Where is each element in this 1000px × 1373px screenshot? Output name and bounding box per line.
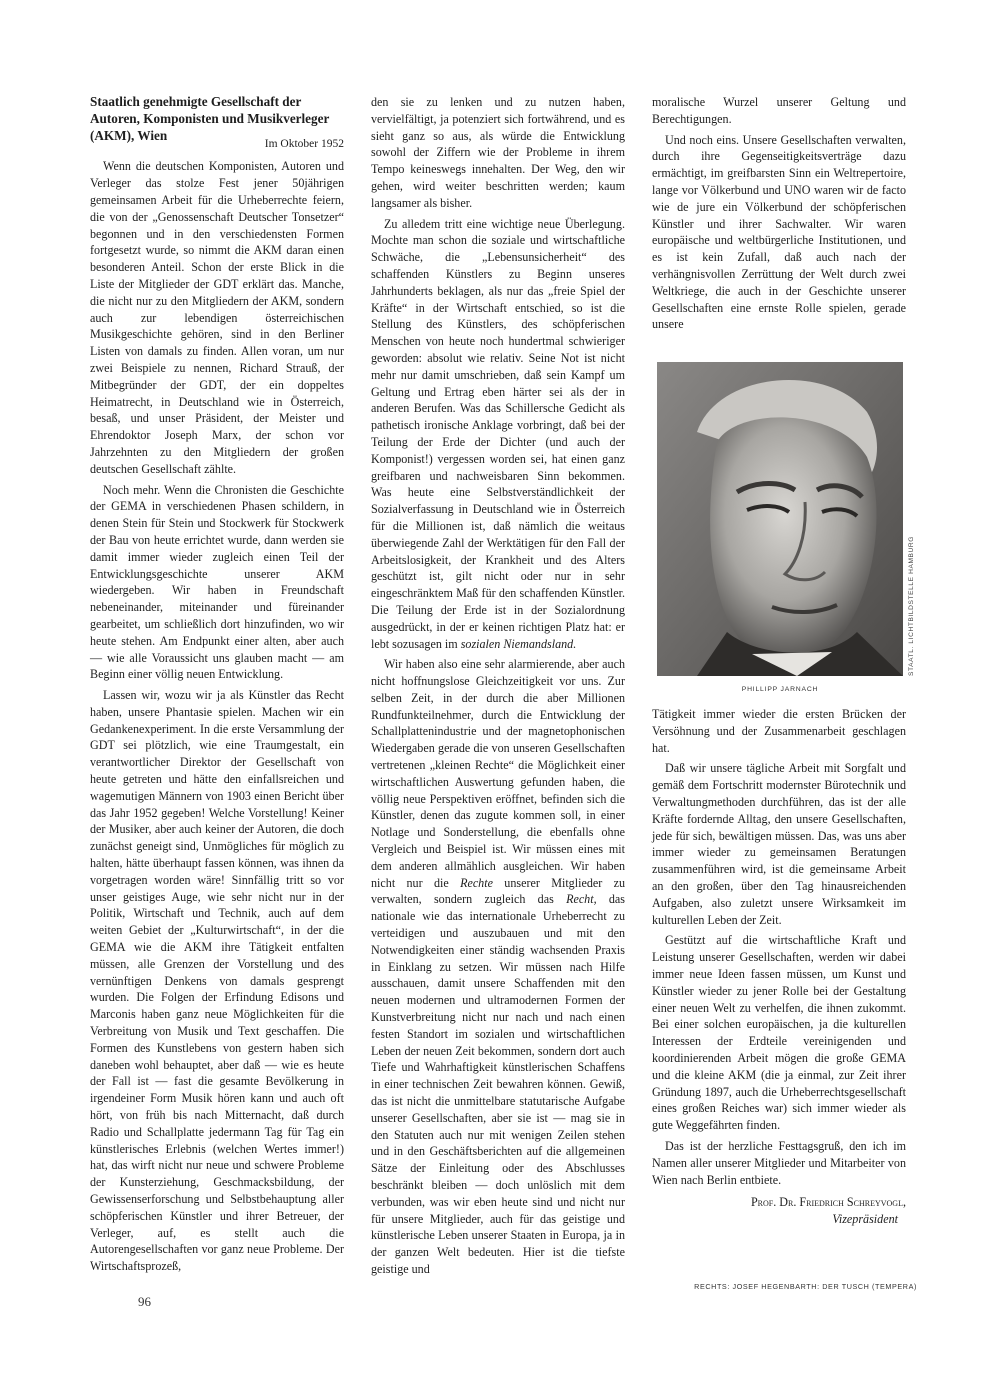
article-column-2 [371, 94, 625, 1282]
article-date: Im Oktober 1952 [264, 137, 344, 150]
article-title: Staatlich genehmigte Gesellschaft der Autoren, Komponisten und Musikverleger (AKM), Wien [90, 94, 330, 143]
paragraph: Das ist der herzliche Festtagsgruß, den ich im Namen aller unserer Mitglieder und Mitarbeiter von Wien nach Berlin entbiete. [652, 1138, 906, 1187]
paragraph: Wir haben also eine sehr alarmierende, aber auch nicht hoffnungslose Gleichzeitigkeit vor uns. Zur selben Zeit, in der durch die aber Millionen Rundfunkteilnehmer, durch die Entwicklung der Schallplattenindustrie und der magnetophonischen Wiedergaben gerade die von unseren Gesellschaften vertretenen „kleinen Rechte“ die Möglichkeit einer wirtschaftlichen Auswertung gefunden haben, die völlig neue Perspektiven eröffnet, befinden sich die Künstler, denen das zugute kommen soll, in einer Notlage und Sonderstellung, die ebenfalls ohne Vergleich und Beispiel ist. Wir müssen eines mit dem anderen allmählich ausgleichen. Wir haben nicht nur die Rechte unserer Mitglieder zu verwalten, sondern zugleich das Recht, das nationale wie das internationale Urheberrecht zu verteidigen und auszubauen und mit den Notwendigkeiten einer ständig wachsenden Praxis in Einklang zu setzen. Wir müssen nach Hilfe ausschauen, damit unsere Schaffenden mit den neuen modernen und ultramodernen Formen der Kunstverbreitung nicht nur nach und nach einen festen Standort im sozialen und wirtschaftlichen Leben der neuen Zeit bekommen, sondern dort auch Tiefe und Wahrhaftigkeit künstlerischen Schaffens in einer technischen Zeit bewahren können. Gewiß, das ist nicht die unmittelbare statutarische Aufgabe unserer Gesellschaften, aber sie ist — mag sie in den Statuten auch nur mit wenigen Zeilen stehen und in den Geschäftsberichten auf die allgemeinen Sätze der Einleitung oder des Abschlusses beschränkt bleiben — doch unlöslich mit dem verbunden, was wir eben heute sind und nicht nur für unsere Mitglieder, auch für das geistige und künstlerische Leben unserer Staaten in Europa, ja in der ganzen Welt bedeuten. Hier ist die tiefste geistige und [371, 657, 625, 1276]
emphasis: Recht, [566, 892, 597, 907]
paragraph: Wenn die deutschen Komponisten, Autoren und Verleger das stolze Fest jener 50jährigen gemeinsamen Arbeit für die Urheberrechte feiern, die von der „Genossenschaft Deutscher Tonsetzer“ begonnen und in den verschiedensten Formen fortgesetzt wurde, so nimmt die AKM daran einen besonderen Anteil. Schon der erste Blick in die Liste der Mitglieder der GDT erklärt das. Manche, die nicht nur zu den Mitgliedern der AKM, sondern auch zur lebendigen österreichischen Musikgeschichte gehören, sind in den Berliner Listen von damals zu finden. Allen voran, um nur zwei Beispiele zu nennen, Richard Strauß, der Mitbegründer der GDT, der ein doppeltes Heimatrecht, in Deutschland wie in Österreich, besaß, und unser Präsident, der Meister und Ehrendoktor Joseph Marx, der schon vor Jahrzehnten zu den Mitgliedern der großen deutschen Gesellschaft zählte. [90, 159, 344, 476]
article-column-3-top [652, 94, 906, 337]
article-column-3-bottom [652, 706, 906, 1228]
paragraph: Lassen wir, wozu wir ja als Künstler das Recht haben, unsere Phantasie spielen. Machen wir ein Gedankenexperiment. In die erste Versammlung der GDT sei plötzlich, wie eine Traumgestalt, ein verantwortlicher Direktor der Gesellschaft von heute getreten und hätte den einfallsreichen und wagemutigen Männern von 1903 einen Bericht über das Jahr 1952 gegeben! Welche Vorstellung! Keiner der Musiker, aber auch keiner der Autoren, die doch zunächst geneigt sind, Unmögliches für möglich zu halten, hätte überhaupt fassen können, was ihnen da vorgetragen worden wäre! Sinnfällig tritt so vor unser geistiges Auge, wie sehr nicht nur in der Politik, Wirtschaft und Technik, auch auf dem weiten Gebiet der „Kulturwirtschaft“, in der die GEMA wie die AKM ihre Tätigkeit entfalten müssen, alle Grenzen der Vorstellung und des vernünftigen Denkens von damals gesprengt wurden. Die Folgen der Erfindung Edisons und Marconis haben ganz neue Möglichkeiten für die Verbreitung von Musik und Text geschaffen. Die Formen des Kunstlebens von gestern haben sich daneben wohl behauptet, aber daß — wie es heute der Fall ist — fast die gesamte Bevölkerung in irgendeiner Form Musik hören kann und auch oft hört, von früh bis nach Mitternacht, daß durch Radio und Schallplatte jedermann Tag für Tag ein künstlerisches Erlebnis (welchen Wertes immer!) hat, das wirft nicht nur neue und schwere Probleme der Kunsterziehung, Geschmacksbildung, der Gewissenserforschung und Selbstbehauptung aller schöpferischen Künstler und ihrer Betreuer, der Verleger, auf, es stellt auch die Autorengesellschaften vor ganz neue Probleme. Der Wirtschaftsprozeß, [90, 688, 344, 1274]
emphasis: Rechte [460, 875, 493, 890]
paragraph: Daß wir unsere tägliche Arbeit mit Sorgfalt und gemäß dem Fortschritt modernster Bürotechnik und Verwaltungmethoden durchführen, das ist der alle Kräfte fordernde Alltag, den unsere Gesellschaften, jede für sich, bewältigen müssen. Das, was uns aber immer wieder zu gemeinsamen Beratungen zusammenführen wird, ist die gemeinsame Arbeit an den großen, über den Tag hinausreichenden Aufgaben, also zuletzt unsere Wirksamkeit im kulturellen Leben der Zeit. [652, 761, 906, 927]
paragraph: Und noch eins. Unsere Gesellschaften verwalten, durch ihre Gegenseitigkeitsverträge dazu ermächtigt, im greifbarsten Sinn ein Weltrepertoire, lange vor Völkerbund und UNO waren wir de facto wie de jure ein Völkerbund der schöpferischen Künstler und ihrer Sachwalter. Wir waren europäische und weltbürgerliche Institutionen, und es ist kein Zufall, daß auch nach der verhängnisvollen Zerrüttung der Welt durch zwei Weltkriege, die auch in der Geschichte unserer Gesellschaften eine ernste Rolle spielen, gerade unsere [652, 132, 906, 332]
photo-caption: PHILLIPP JARNACH [741, 686, 819, 693]
paragraph: Gestützt auf die wirtschaftliche Kraft und Leistung unserer Gesellschaften, werden wir dabei immer neue Ideen fassen müssen, um Kunst und Künstler wieder zu jener Rolle bei der Gestaltung einer neuen Welt zu verhelfen, die ihnen zukommt. Bei einer solchen europäischen, ja die kulturellen Interessen der Erdteile vereinigenden und koordinierenden Arbeit mögen die große GEMA und die kleine AKM (die ja einmal, zur Zeit ihrer Gründung 1897, auch die Urheberrechtsgesellschaft eines großen Reiches war) sich immer wieder als gute Weggefährten finden. [652, 933, 906, 1133]
footer-note: RECHTS: JOSEF HEGENBARTH: DER TUSCH (TEMPERA) [694, 1282, 917, 1291]
paragraph: Tätigkeit immer wieder die ersten Brücken der Versöhnung und der Zusammenarbeit geschlagen hat. [652, 707, 906, 755]
paragraph: den sie zu lenken und zu nutzen haben, vervielfältigt, ja potenziert sich fortwährend, und es sieht ganz so aus, als würde die Entwicklung sowohl der Ziffern wie der Probleme in ihrem Tempo keineswegs innehalten. Der Weg, den wir gehen, wird weiter beschritten werden; kaum langsamer als bisher. [371, 95, 625, 210]
article-column-1 [90, 94, 344, 1279]
paragraph: Noch mehr. Wenn die Chronisten die Geschichte der GEMA in verschiedenen Phasen schildern, in denen Stein für Stein und Stockwerk für Stockwerk der Bau von heute errichtet wurde, dann werden sie damit immer wieder zugleich einen Teil der Entwicklungsgeschichte unserer AKM wiedergeben. Wir haben in Freundschaft nebeneinander, miteinander und füreinander gearbeitet, um schließlich dort hinzufinden, wo wir heute stehen. Am Endpunkt einer alten, aber auch — wie alle Voraussicht uns glauben macht — am Beginn einer völlig neuen Entwicklung. [90, 482, 344, 682]
signature [652, 1194, 906, 1228]
portrait-photo [657, 362, 903, 676]
paragraph: Zu alledem tritt eine wichtige neue Überlegung. Mochte man schon die soziale und wirtschaftliche Schwäche, die „Lebensunsicherheit“ des schaffenden Künstlers zu Beginn unseres Jahrhunderts beklagen, als nur das „freie Spiel der Kräfte“ in der Wirtschaft entschied, so ist die Stellung des Künstlers, des schöpferischen Menschen von heute noch hundertmal schwieriger geworden: absolut wie relativ. Seine Not ist nicht mehr nur damit umschrieben, daß sein Kampf um Geltung und Ertrag eben härter sei als der in anderen Berufen. Was das Schillersche Gedicht als pathetisch ironische Anklage vorbringt, daß bei der Teilung der Erde der Dichter (und auch der Komponist!) vergessen worden sei, hat einen ganz greifbaren und nachweisbaren Sinn bekommen. Was heute eine Selbstverständlichkeit der Sozialverfassung in Deutschland wie in Österreich für die Millionen ist, daß nämlich die weitaus überwiegende Zahl der Werktätigen für den Fall der Arbeitslosigkeit, der Krankheit und des Alters geschützt ist, gilt nicht oder nur in sehr eingeschränktem Maß für den schaffenden Künstler. Die Teilung der Erde ist in der Sozialordnung ausgedrückt, in der er keinen richtigen Platz hat: er lebt sozusagen im sozialen Niemandsland. [371, 216, 625, 651]
emphasis: sozialen Niemandsland. [460, 636, 577, 651]
signature-role: Vizepräsident [832, 1212, 898, 1227]
portrait-image [657, 362, 903, 676]
paragraph: moralische Wurzel unserer Geltung und Berechtigungen. [652, 95, 906, 126]
photo-credit: STAATL. LICHTBILDSTELLE HAMBURG [908, 535, 915, 676]
signature-name: Prof. Dr. Friedrich Schreyvogl, [750, 1195, 906, 1210]
page-number: 96 [138, 1294, 151, 1309]
article-header [90, 94, 344, 152]
